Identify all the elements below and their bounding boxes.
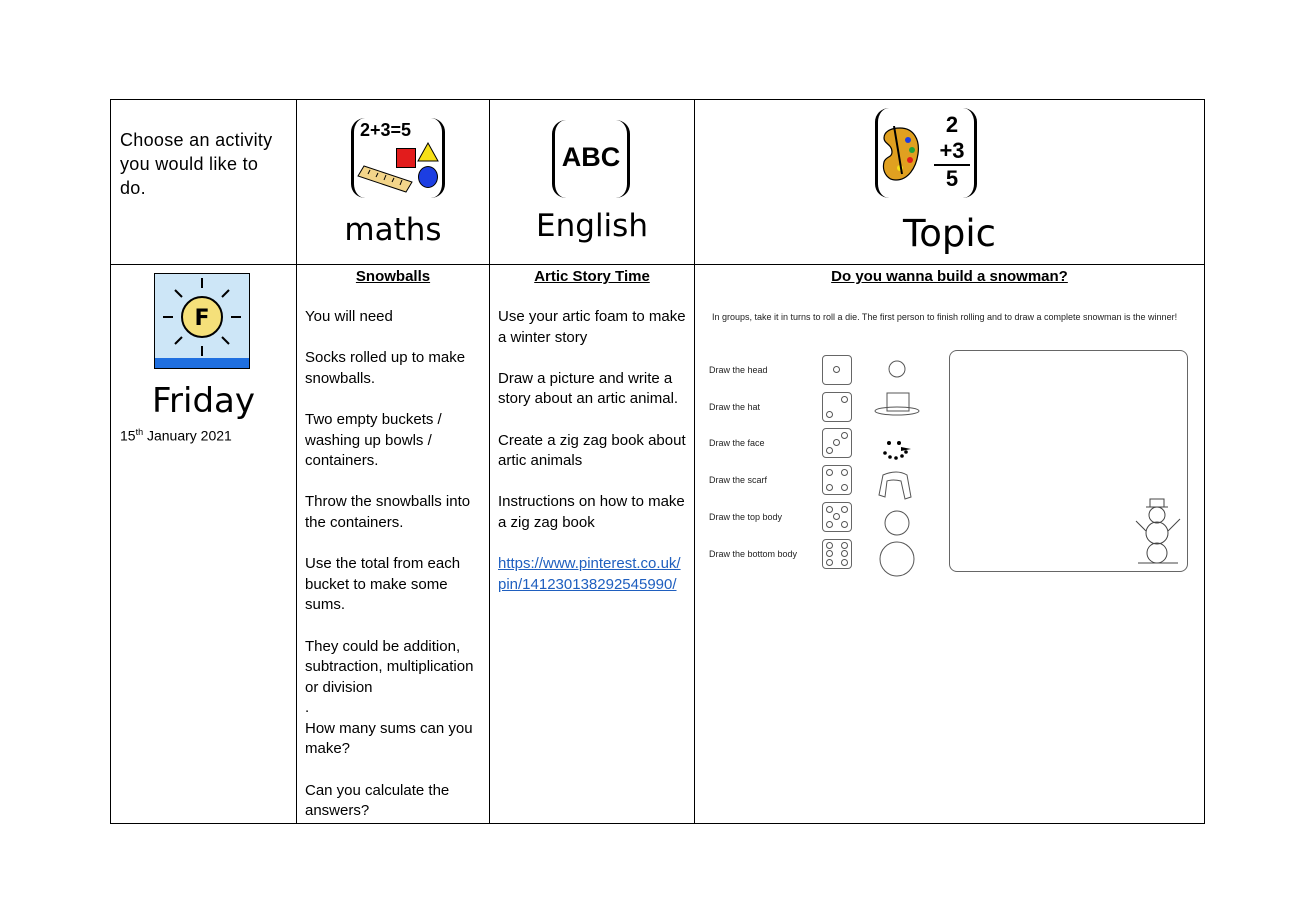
day-cell	[111, 265, 297, 824]
activity-grid	[110, 99, 1205, 824]
svg-text:F: F	[194, 306, 210, 331]
paint-palette-icon	[880, 126, 922, 182]
zig-zag-book-link[interactable]: https://www.pinterest.co.uk/pin/141230138292545990/	[498, 555, 681, 593]
step-label: Draw the face	[709, 438, 765, 448]
die-five-icon	[822, 502, 852, 532]
english-header-cell	[490, 100, 695, 265]
die-six-icon	[822, 539, 852, 569]
step-label: Draw the top body	[709, 512, 783, 522]
intro-cell	[111, 100, 297, 265]
topic-activity-title: Do you wanna build a snowman?	[831, 268, 1068, 285]
snowman-icon	[1134, 497, 1182, 565]
topic-symbol-icon: 2 +3 5	[875, 108, 977, 198]
maths-symbol-icon: 2+3=5	[351, 118, 445, 198]
die-one-icon	[822, 355, 852, 385]
die-three-icon	[822, 428, 852, 458]
worksheet-intro: In groups, take it in turns to roll a die. The first person to finish rolling and to draw a complete snowman is the winner!	[712, 312, 1178, 322]
die-four-icon	[822, 465, 852, 495]
topic-activity-cell	[695, 265, 1205, 824]
maths-activity-cell: Snowballs You will need Socks rolled up to make snowballs. Two empty buckets / washing up bowls / containers. Throw the snowballs into the containers. Use the total from each bucket to make some sums. They could be addition, subtraction, multiplication or division . How many sums can you make? Can you calculate the answers?	[297, 265, 490, 824]
maths-activity-title: Snowballs	[355, 268, 431, 285]
topic-label: Topic	[902, 212, 997, 255]
step-label: Draw the scarf	[709, 475, 768, 485]
topic-header-cell	[695, 100, 1205, 265]
step-label: Draw the head	[709, 365, 768, 375]
snowman-parts-icon	[871, 357, 931, 577]
english-activity-cell: Artic Story Time Use your artic foam to make a winter story Draw a picture and write a story about an artic animal. Create a zig zag book about artic animals Instructions on how to make a zig zag book https://www.pinterest.co.uk/pin/141230138292545990/	[490, 265, 695, 824]
english-label: English	[536, 208, 648, 244]
maths-label: maths	[344, 212, 442, 248]
english-activity-title: Artic Story Time	[534, 268, 650, 285]
date-text: 15th January 2021	[120, 427, 232, 444]
sun-day-icon	[154, 273, 250, 369]
maths-header-cell	[297, 100, 490, 265]
drawing-area[interactable]	[949, 350, 1188, 572]
step-label: Draw the bottom body	[709, 549, 798, 559]
day-name: Friday	[151, 381, 256, 421]
intro-text: Choose an activity you would like to do.	[120, 130, 273, 198]
die-two-icon	[822, 392, 852, 422]
step-label: Draw the hat	[709, 402, 761, 412]
abc-symbol-icon: ABC	[552, 120, 630, 198]
